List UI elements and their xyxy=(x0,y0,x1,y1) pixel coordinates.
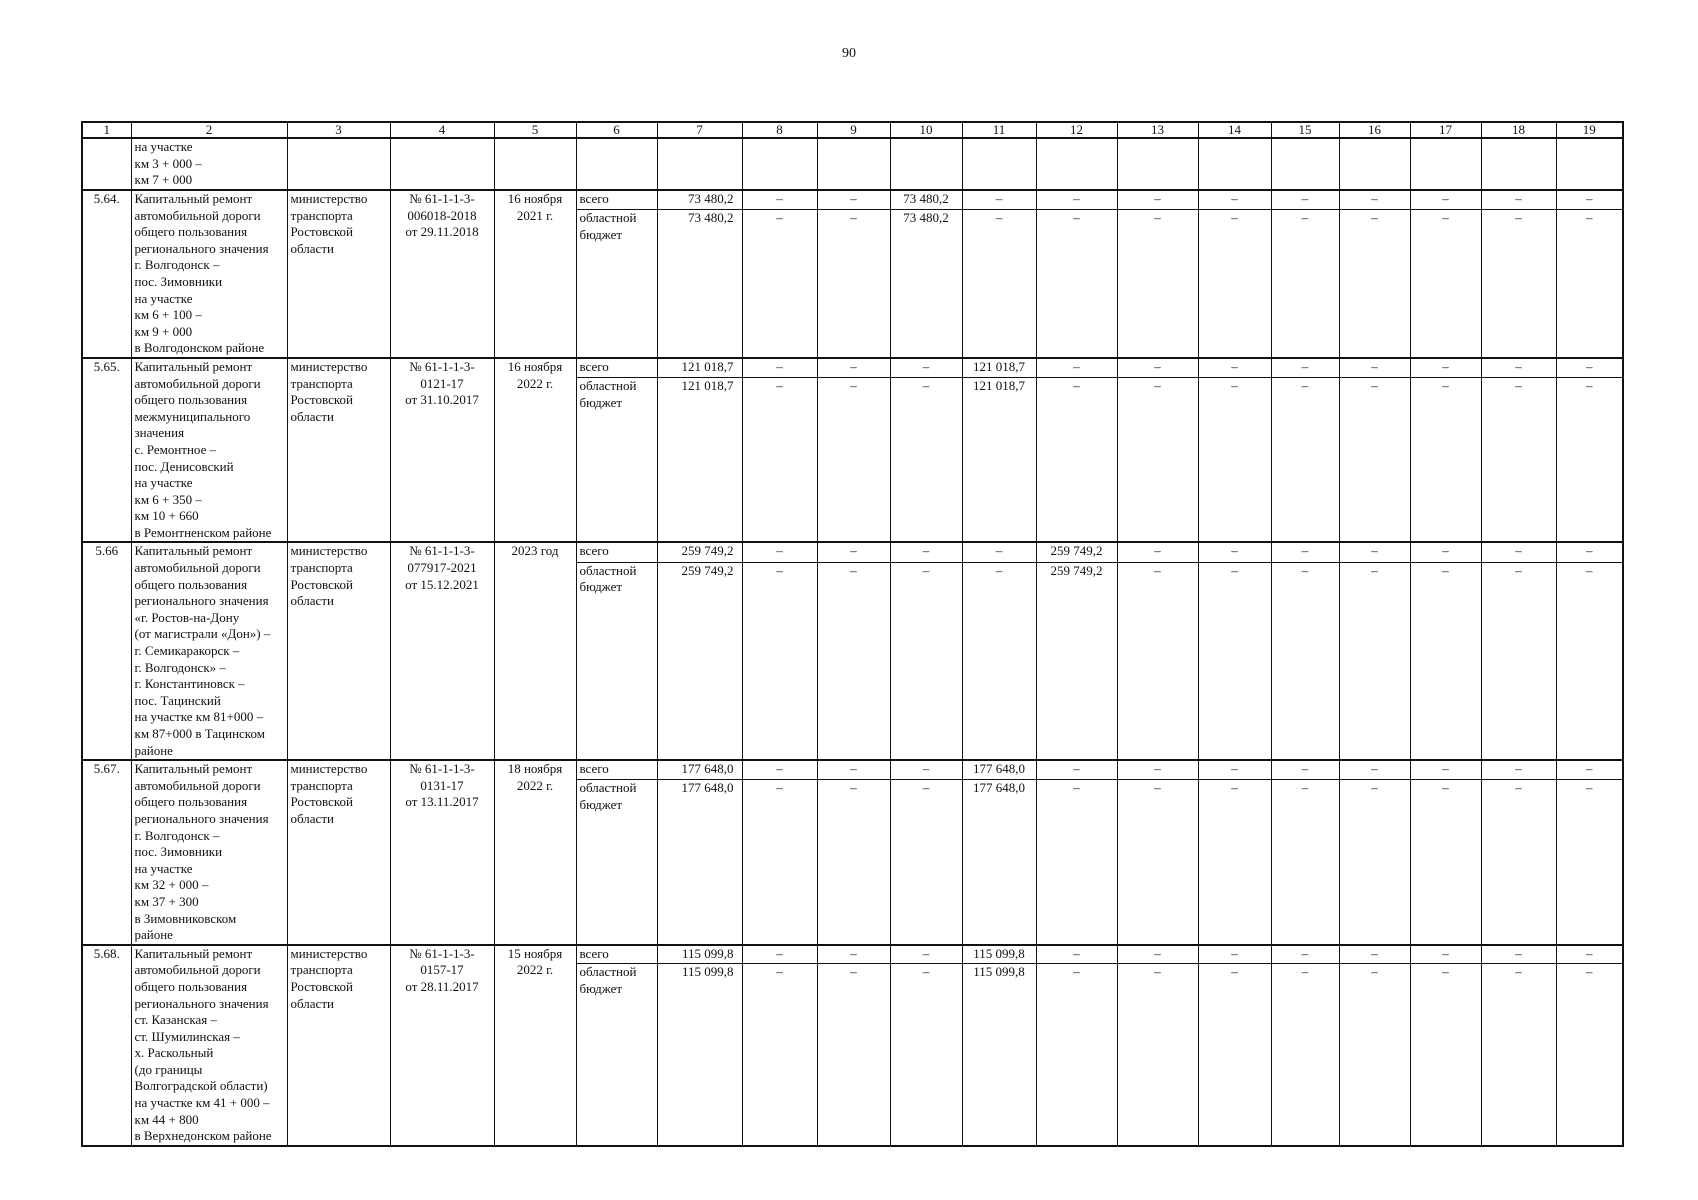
value-cell: – xyxy=(1271,190,1339,210)
value-cell: – xyxy=(1036,378,1117,543)
value-cell: – xyxy=(1198,562,1271,760)
value-cell: – xyxy=(742,542,817,562)
cell-empty xyxy=(1271,138,1339,190)
value-cell: – xyxy=(1271,760,1339,780)
value-cell: – xyxy=(890,964,962,1146)
source-budget-label: областной бюджет xyxy=(576,964,657,1146)
value-cell: – xyxy=(817,760,890,780)
value-cell: – xyxy=(817,542,890,562)
value-cell: 121 018,7 xyxy=(962,358,1036,378)
source-budget-label: областной бюджет xyxy=(576,780,657,945)
table-row xyxy=(82,358,1623,378)
source-total-label: всего xyxy=(576,358,657,378)
value-cell: – xyxy=(1117,358,1198,378)
value-cell: – xyxy=(890,562,962,760)
value-cell: – xyxy=(817,964,890,1146)
column-number-header: 17 xyxy=(1410,122,1481,138)
value-cell: 177 648,0 xyxy=(962,760,1036,780)
expertise-cell: № 61-1-1-3- 0121-17 от 31.10.2017 xyxy=(390,358,494,543)
customer-cell: министерство транспорта Ростовской области xyxy=(287,190,390,358)
value-cell: – xyxy=(742,780,817,945)
value-cell: – xyxy=(962,210,1036,358)
value-cell: – xyxy=(1556,760,1623,780)
value-cell: – xyxy=(1410,760,1481,780)
column-number-header: 18 xyxy=(1481,122,1556,138)
value-cell: 121 018,7 xyxy=(657,378,742,543)
value-cell: – xyxy=(1481,562,1556,760)
column-number-header: 1 xyxy=(82,122,131,138)
value-cell: – xyxy=(742,190,817,210)
cell-empty xyxy=(1117,138,1198,190)
value-cell: – xyxy=(742,210,817,358)
page-number: 90 xyxy=(842,46,856,61)
deadline-cell: 15 ноября 2022 г. xyxy=(494,945,576,1146)
value-cell: – xyxy=(1410,542,1481,562)
row-number-cell: 5.64. xyxy=(82,190,131,358)
value-cell: – xyxy=(1410,210,1481,358)
object-name-cell: Капитальный ремонт автомобильной дороги общего пользования регионального значения «г. Ростов-на-Дону (от магистрали «Дон») – г. Семикаракорск – г. Волгодонск» – г. Константиновск – пос. Тацинский на участке км 81+000 – км 87+000 в Тацинском районе xyxy=(131,542,287,760)
value-cell: – xyxy=(1271,210,1339,358)
column-number-header: 11 xyxy=(962,122,1036,138)
value-cell: – xyxy=(1339,964,1410,1146)
value-cell: – xyxy=(1556,210,1623,358)
value-cell: – xyxy=(742,562,817,760)
value-cell: – xyxy=(817,378,890,543)
object-name-cell: Капитальный ремонт автомобильной дороги общего пользования регионального значения г. Волгодонск – пос. Зимовники на участке км 6 + 100 – км 9 + 000 в Волгодонском районе xyxy=(131,190,287,358)
value-cell: 259 749,2 xyxy=(657,562,742,760)
value-cell: – xyxy=(1198,190,1271,210)
value-cell: – xyxy=(1198,780,1271,945)
cell-empty xyxy=(1481,138,1556,190)
value-cell: 115 099,8 xyxy=(657,964,742,1146)
column-number-header: 3 xyxy=(287,122,390,138)
value-cell: – xyxy=(1198,945,1271,964)
value-cell: – xyxy=(1481,190,1556,210)
deadline-cell: 16 ноября 2021 г. xyxy=(494,190,576,358)
value-cell: – xyxy=(1036,964,1117,1146)
value-cell: – xyxy=(1271,378,1339,543)
value-cell: – xyxy=(1410,964,1481,1146)
value-cell: – xyxy=(1556,780,1623,945)
source-budget-label: областной бюджет xyxy=(576,210,657,358)
value-cell: – xyxy=(817,562,890,760)
value-cell: – xyxy=(817,358,890,378)
budget-table xyxy=(81,121,1624,1147)
value-cell: – xyxy=(1556,542,1623,562)
expertise-cell: № 61-1-1-3- 077917-2021 от 15.12.2021 xyxy=(390,542,494,760)
object-name-cell: Капитальный ремонт автомобильной дороги общего пользования межмуниципального значения с. Ремонтное – пос. Денисовский на участке км 6 + 350 – км 10 + 660 в Ремонтненском районе xyxy=(131,358,287,543)
value-cell: – xyxy=(1410,358,1481,378)
deadline-cell: 16 ноября 2022 г. xyxy=(494,358,576,543)
value-cell: – xyxy=(1410,378,1481,543)
cell-empty xyxy=(576,138,657,190)
table-body xyxy=(82,122,1623,1146)
value-cell: – xyxy=(1481,542,1556,562)
value-cell: – xyxy=(817,190,890,210)
value-cell: – xyxy=(1481,358,1556,378)
value-cell: – xyxy=(1339,780,1410,945)
column-number-header: 4 xyxy=(390,122,494,138)
value-cell: – xyxy=(1481,210,1556,358)
column-number-header: 14 xyxy=(1198,122,1271,138)
value-cell: – xyxy=(890,760,962,780)
value-cell: – xyxy=(1198,964,1271,1146)
column-number-header: 2 xyxy=(131,122,287,138)
cell-empty xyxy=(657,138,742,190)
value-cell: – xyxy=(742,358,817,378)
value-cell: – xyxy=(1339,760,1410,780)
column-number-header: 10 xyxy=(890,122,962,138)
source-budget-label: областной бюджет xyxy=(576,378,657,543)
value-cell: – xyxy=(1117,945,1198,964)
value-cell: – xyxy=(742,760,817,780)
table-row xyxy=(82,945,1623,964)
cell-empty xyxy=(742,138,817,190)
value-cell: – xyxy=(1117,190,1198,210)
customer-cell: министерство транспорта Ростовской области xyxy=(287,542,390,760)
value-cell: – xyxy=(1339,562,1410,760)
object-name-cell: Капитальный ремонт автомобильной дороги общего пользования регионального значения ст. Казанская – ст. Шумилинская – х. Раскольный (до границы Волгоградской области) на участке км 41 + 000 – км 44 + 800 в Верхнедонском районе xyxy=(131,945,287,1146)
row-number-cell: 5.65. xyxy=(82,358,131,543)
value-cell: – xyxy=(1339,378,1410,543)
value-cell: – xyxy=(1556,190,1623,210)
value-cell: 177 648,0 xyxy=(657,780,742,945)
value-cell: – xyxy=(1198,210,1271,358)
column-number-header: 13 xyxy=(1117,122,1198,138)
value-cell: – xyxy=(890,378,962,543)
value-cell: 177 648,0 xyxy=(962,780,1036,945)
table-row xyxy=(82,542,1623,562)
value-cell: – xyxy=(1481,964,1556,1146)
deadline-cell: 2023 год xyxy=(494,542,576,760)
cell-empty xyxy=(287,138,390,190)
value-cell: – xyxy=(1117,378,1198,543)
value-cell: – xyxy=(1036,210,1117,358)
value-cell: – xyxy=(890,358,962,378)
cell-empty xyxy=(890,138,962,190)
expertise-cell: № 61-1-1-3- 0157-17 от 28.11.2017 xyxy=(390,945,494,1146)
value-cell: – xyxy=(1198,760,1271,780)
value-cell: – xyxy=(1410,780,1481,945)
deadline-cell: 18 ноября 2022 г. xyxy=(494,760,576,945)
column-number-header: 8 xyxy=(742,122,817,138)
value-cell: – xyxy=(1198,378,1271,543)
value-cell: – xyxy=(962,562,1036,760)
value-cell: – xyxy=(1556,945,1623,964)
row-number-cell: 5.68. xyxy=(82,945,131,1146)
cell-empty xyxy=(390,138,494,190)
value-cell: – xyxy=(817,780,890,945)
value-cell: 73 480,2 xyxy=(657,190,742,210)
cell-empty xyxy=(494,138,576,190)
value-cell: – xyxy=(1036,190,1117,210)
source-total-label: всего xyxy=(576,945,657,964)
value-cell: – xyxy=(1117,542,1198,562)
column-number-header: 6 xyxy=(576,122,657,138)
expertise-cell: № 61-1-1-3- 006018-2018 от 29.11.2018 xyxy=(390,190,494,358)
value-cell: – xyxy=(817,210,890,358)
value-cell: 121 018,7 xyxy=(657,358,742,378)
value-cell: – xyxy=(1036,760,1117,780)
cell-empty xyxy=(1410,138,1481,190)
value-cell: – xyxy=(1271,562,1339,760)
value-cell: – xyxy=(1339,190,1410,210)
column-number-header: 5 xyxy=(494,122,576,138)
value-cell: – xyxy=(890,945,962,964)
continuation-row xyxy=(82,138,1623,190)
value-cell: 115 099,8 xyxy=(962,945,1036,964)
value-cell: 115 099,8 xyxy=(657,945,742,964)
column-number-header: 19 xyxy=(1556,122,1623,138)
value-cell: 115 099,8 xyxy=(962,964,1036,1146)
value-cell: 259 749,2 xyxy=(657,542,742,562)
value-cell: – xyxy=(1481,780,1556,945)
value-cell: – xyxy=(1481,378,1556,543)
column-number-header: 15 xyxy=(1271,122,1339,138)
value-cell: 259 749,2 xyxy=(1036,562,1117,760)
value-cell: 73 480,2 xyxy=(890,190,962,210)
value-cell: – xyxy=(890,780,962,945)
source-total-label: всего xyxy=(576,190,657,210)
value-cell: – xyxy=(742,964,817,1146)
source-total-label: всего xyxy=(576,760,657,780)
value-cell: – xyxy=(1198,542,1271,562)
expertise-cell: № 61-1-1-3- 0131-17 от 13.11.2017 xyxy=(390,760,494,945)
continuation-name-cell: на участке км 3 + 000 – км 7 + 000 xyxy=(131,138,287,190)
source-budget-label: областной бюджет xyxy=(576,562,657,760)
value-cell: – xyxy=(1410,190,1481,210)
source-total-label: всего xyxy=(576,542,657,562)
value-cell: 177 648,0 xyxy=(657,760,742,780)
value-cell: – xyxy=(1117,562,1198,760)
cell-empty xyxy=(1198,138,1271,190)
value-cell: – xyxy=(1117,210,1198,358)
value-cell: – xyxy=(1036,945,1117,964)
cell-empty xyxy=(1339,138,1410,190)
value-cell: – xyxy=(1339,358,1410,378)
column-number-header: 9 xyxy=(817,122,890,138)
cell-empty xyxy=(82,138,131,190)
value-cell: – xyxy=(1271,945,1339,964)
cell-empty xyxy=(962,138,1036,190)
value-cell: – xyxy=(1556,378,1623,543)
value-cell: – xyxy=(1117,964,1198,1146)
value-cell: – xyxy=(1036,780,1117,945)
value-cell: – xyxy=(1410,945,1481,964)
value-cell: – xyxy=(962,542,1036,562)
customer-cell: министерство транспорта Ростовской области xyxy=(287,358,390,543)
value-cell: – xyxy=(742,945,817,964)
cell-empty xyxy=(817,138,890,190)
value-cell: 121 018,7 xyxy=(962,378,1036,543)
value-cell: – xyxy=(1271,964,1339,1146)
table-row xyxy=(82,760,1623,780)
column-number-row xyxy=(82,122,1623,138)
column-number-header: 16 xyxy=(1339,122,1410,138)
value-cell: 259 749,2 xyxy=(1036,542,1117,562)
value-cell: – xyxy=(1556,964,1623,1146)
row-number-cell: 5.66 xyxy=(82,542,131,760)
value-cell: – xyxy=(1117,760,1198,780)
value-cell: – xyxy=(1339,542,1410,562)
value-cell: – xyxy=(1036,358,1117,378)
value-cell: – xyxy=(1117,780,1198,945)
table-row xyxy=(82,190,1623,210)
value-cell: – xyxy=(1410,562,1481,760)
value-cell: – xyxy=(1556,358,1623,378)
object-name-cell: Капитальный ремонт автомобильной дороги общего пользования регионального значения г. Волгодонск – пос. Зимовники на участке км 32 + 000 – км 37 + 300 в Зимовниковском районе xyxy=(131,760,287,945)
value-cell: – xyxy=(890,542,962,562)
column-number-header: 12 xyxy=(1036,122,1117,138)
customer-cell: министерство транспорта Ростовской области xyxy=(287,945,390,1146)
value-cell: – xyxy=(962,190,1036,210)
value-cell: 73 480,2 xyxy=(890,210,962,358)
row-number-cell: 5.67. xyxy=(82,760,131,945)
value-cell: – xyxy=(1339,210,1410,358)
value-cell: – xyxy=(1271,780,1339,945)
cell-empty xyxy=(1556,138,1623,190)
value-cell: – xyxy=(1481,760,1556,780)
column-number-header: 7 xyxy=(657,122,742,138)
value-cell: – xyxy=(817,945,890,964)
value-cell: – xyxy=(1271,542,1339,562)
value-cell: – xyxy=(1271,358,1339,378)
value-cell: – xyxy=(1198,358,1271,378)
customer-cell: министерство транспорта Ростовской области xyxy=(287,760,390,945)
value-cell: – xyxy=(742,378,817,543)
value-cell: – xyxy=(1481,945,1556,964)
value-cell: – xyxy=(1556,562,1623,760)
value-cell: 73 480,2 xyxy=(657,210,742,358)
value-cell: – xyxy=(1339,945,1410,964)
cell-empty xyxy=(1036,138,1117,190)
